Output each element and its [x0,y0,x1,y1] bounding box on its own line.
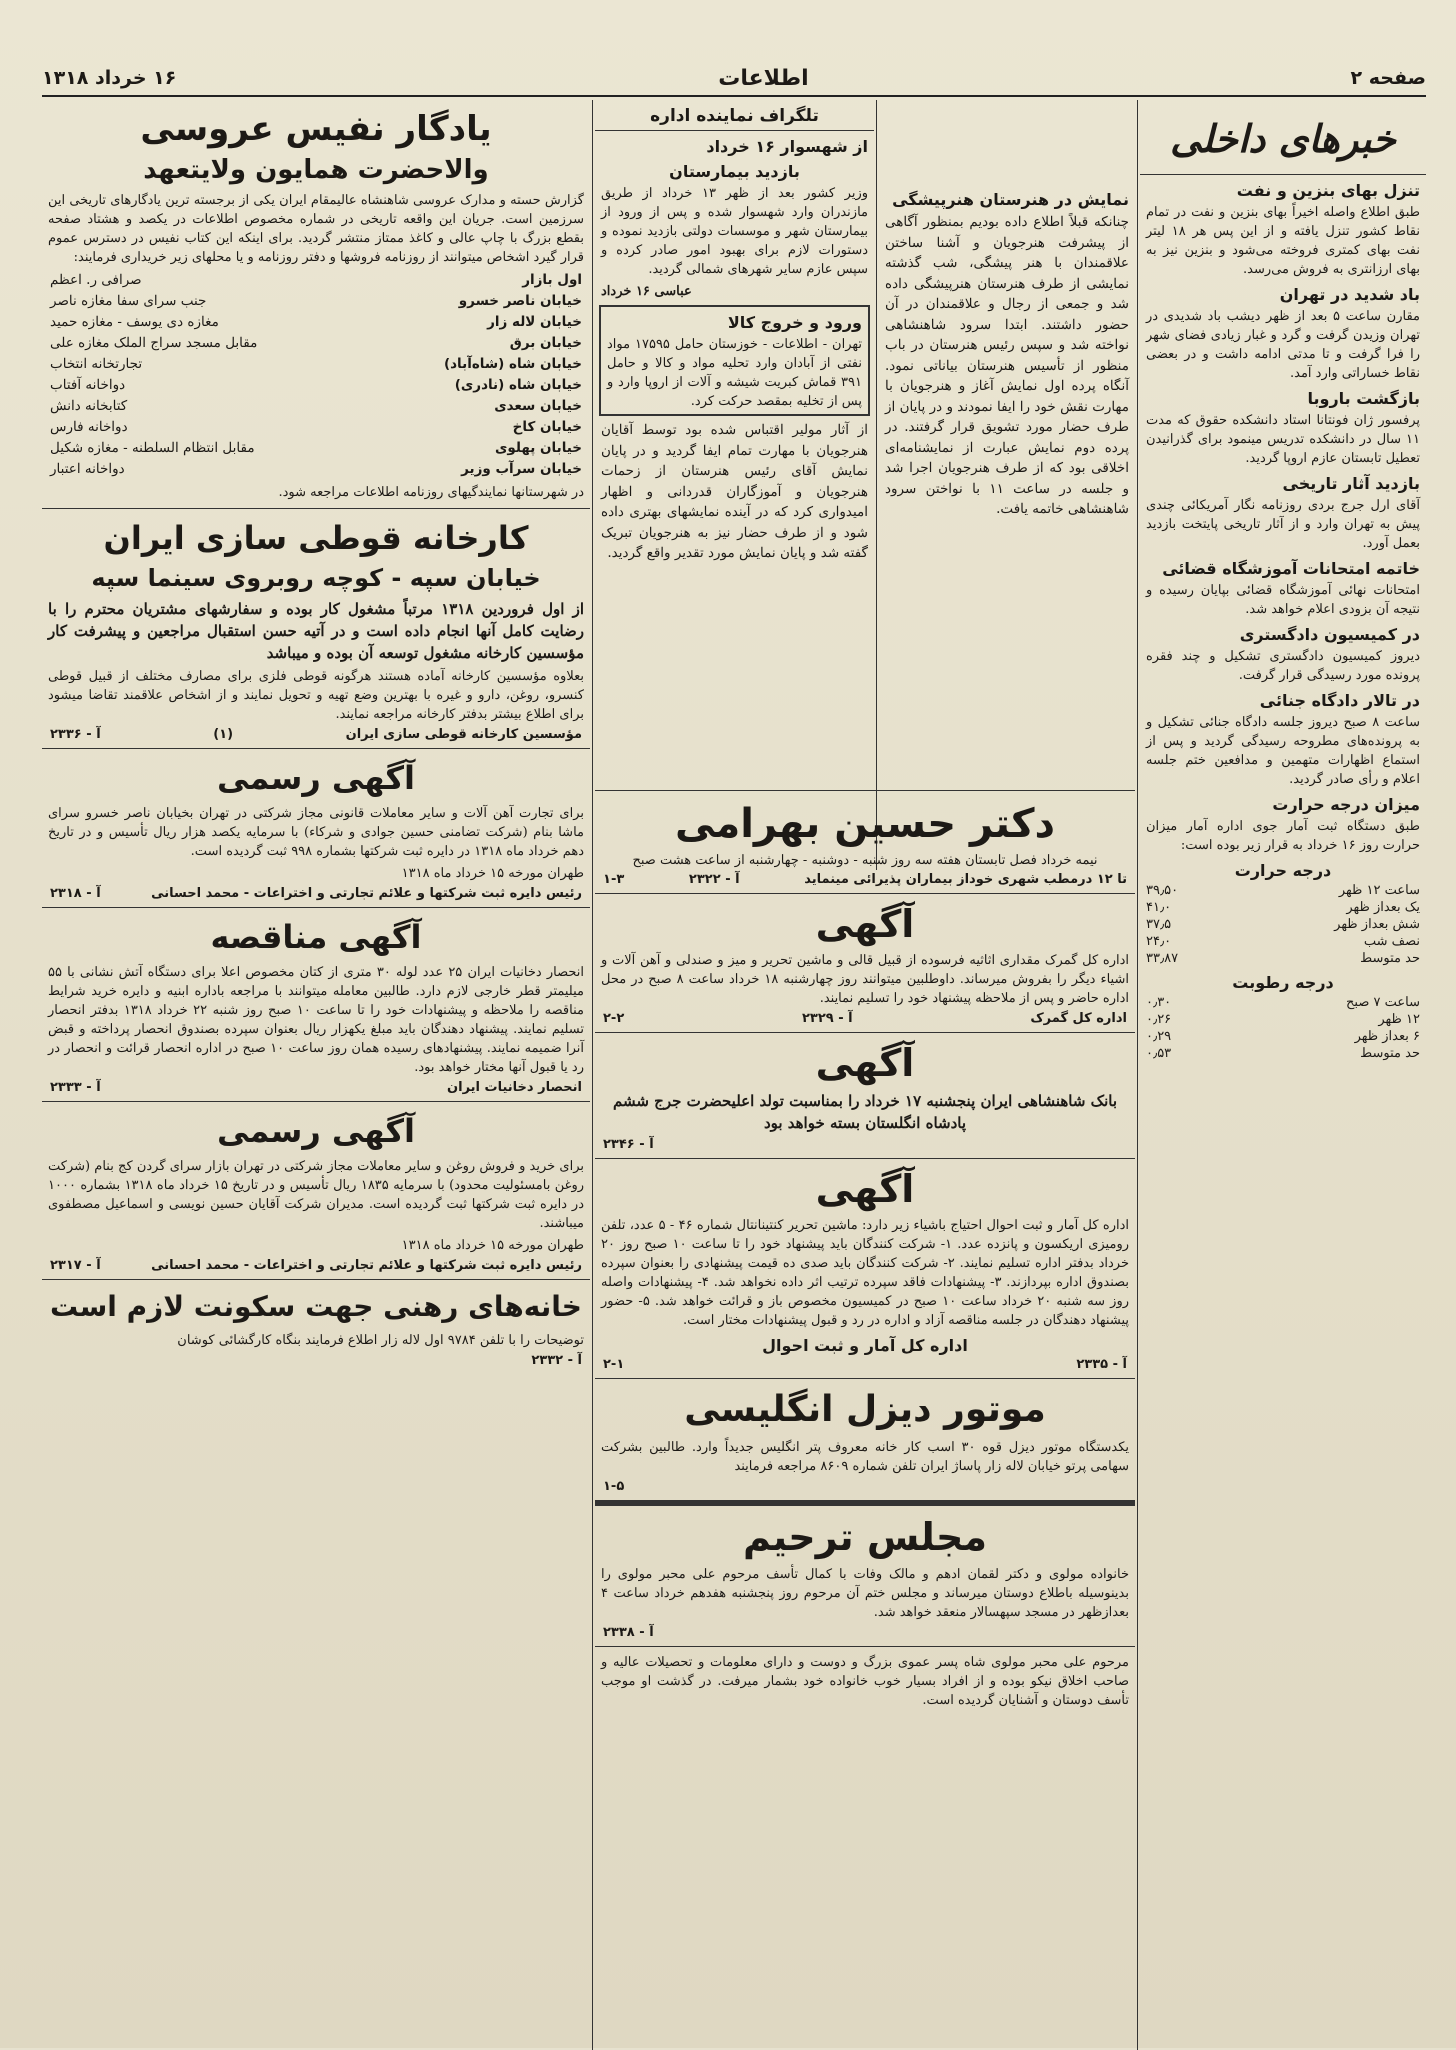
ad-title: کارخانه قوطی سازی ایران [103,519,529,557]
news-title: خاتمه امتحانات آموزشگاه قضائی [1162,559,1420,578]
bank-ad [595,1039,1135,1152]
goods-body: تهران - اطلاعات - خوزستان حامل ۱۷۵۹۵ مواد نفتی از آبادان وارد تحلیه مواد و کالا و حامل ۳۹۱ قماش کبریت شیشه و آلات از اروپا وارد و پس از تخلیه بمقصد حرکت کرد. [607,337,862,409]
ad-sign: مؤسسین کارخانه قوطی سازی ایران [345,727,582,742]
wedding-book-ad [42,106,590,502]
ad-subtitle: خیابان سپه - کوچه روبروی سینما سپه [91,564,541,592]
page-number: صفحه ۲ [1350,67,1426,89]
news-body: مقارن ساعت ۵ بعد از ظهر دیشب باد شدیدی در تهران وزیدن گرفت و گرد و غبار زیادی فضای شهر را فرا گرفت و تا مدتی ادامه داشت و در بعضی نقاط خساراتی وارد آمد. [1146,309,1420,381]
doctor-ad [595,797,1135,887]
newspaper-name: اطلاعات [718,65,809,91]
doctor-footer [603,872,1127,887]
ad-title: آگهی رسمی [217,1112,415,1150]
ad-lead: از اول فروردین ۱۳۱۸ مرتباً مشغول کار بوده و سفارشهای مشتریان محترم را با رضایت کامل آنها انجام داده است و در آتیه حسن استقبال مراجعین و پیشرفت کار مؤسسین کارخانه مشغول توسعه آن بوده و میباشد [48,600,584,662]
ad-footer [50,727,582,742]
table-row: حد متوسط ۳۳٫۸۷ [1146,951,1420,966]
ad-sign: اداره کل گمرک [1030,1011,1127,1026]
ad-title: آگهی رسمی [217,759,415,797]
news-body: طبق اطلاع واصله اخیراً بهای بنزین و نفت در تمام نقاط کشور تنزل یافته و از این پس هر ۱۸ لیتر نفت بهای کمتری فروخته می‌شود و بنزین نیز به بهای ارزانتری به فروش می‌رسد. [1146,205,1420,277]
news-title: در کمیسیون دادگستری [1239,625,1420,644]
theatre-column [879,100,1135,790]
divider [42,907,590,908]
list-item: خیابان شاه (نادری) دواخانه آفتاب [50,377,582,393]
divider [42,1101,590,1102]
divider [42,508,590,509]
temperature-table [1140,882,1426,967]
divider [42,748,590,749]
domestic-news-column [1140,100,1426,2050]
news-item [1140,795,1426,855]
ad-code: آ - ۲۳۲۲ [688,872,740,887]
ad-title: آگهی [815,1041,915,1085]
humidity-table [1140,994,1426,1062]
ad-body: بانک شاهنشاهی ایران پنجشنبه ۱۷ خرداد را بمناسبت تولد اعلیحضرت جرج ششم پادشاه انگلستان بسته خواهد بود [612,1092,1117,1132]
list-item: اول بازار صرافی ر. اعظم [50,272,582,288]
news-item [1140,285,1426,383]
housing-ad [42,1286,590,1368]
address-list [42,270,590,480]
table-row: ۱۲ ظهر ۰٫۲۶ [1146,1012,1420,1027]
ad-title: آگهی مناقصه [210,918,422,956]
list-item: خیابان شاه (شاه‌آباد) تجارتخانه انتخاب [50,356,582,372]
news-item [1140,559,1426,619]
ads-middle-column [595,790,1135,2050]
article-body: چنانکه قبلاً اطلاع داده بودیم بمنظور آگاهی از پیشرفت هنرجویان و آشنا ساختن علاقمندان با هنر پیشگی، شب گذشته نمایشی از طرف هنرستان هنرپیشگی داده شد و جمعی از رجال و علاقمندان در آن حضور داشتند. ابتدا سرود شاهنشاهی نواخته شد و سپس رئیس هنرستان در باب منظور از تأسیس هنرستان بیاناتی نمود. آنگاه پرده اول نمایش آغاز و هنرجویان با مهارت نقش خود را ایفا نمودند و در پایان از طرف حضار مورد تشویق قرار گرفتند. در پرده دوم نمایش عبارت از نمایشنامه‌ای اخلاقی بود که از طرف هنرجویان اجرا شد و جلسه در ساعت ۱۱ با نواختن سرود شاهنشاهی خاتمه یافت. [885,214,1129,517]
ad-body: برای خرید و فروش روغن و سایر معاملات مجاز شرکتی در تهران بازار سرای گردن کج بنام (شرکت روغن بامسئولیت محدود) با سرمایه ۱۸۳۵ ریال تأسیس و در تاریخ ۱۵ خرداد ماه ۱۳۱۸ بشماره ۱۰۰۰ در دایره ثبت شرکتها ثبت گردیده است. مدیران شرکت آقایان حسین نویسی و اسماعیل مصطفوی میباشند. [48,1159,585,1231]
news-item [1140,691,1426,789]
column-separator [1137,100,1138,2050]
news-body: ساعت ۸ صبح دیروز جلسه دادگاه جنائی تشکیل و به پرونده‌های مطروحه رسیدگی گردید و پس از استماع اظهارات متهمین و مدافعین ختم جلسه اعلام و رأی صادر گردید. [1146,715,1420,787]
ad-footer [603,1479,1127,1494]
telegram-body: وزیر کشور بعد از ظهر ۱۳ خرداد از طریق مازندران وارد شهسوار شده و پس از ورود از بیمارستان شهر و موسسات دولتی بازدید نموده و دستورات لازم برای بهبود امور صادر کرده و سپس عازم سایر شهرهای شمالی گردید. [601,186,868,277]
table-row: یک بعداز ظهر ۴۱٫۰ [1146,900,1420,915]
ad-number: ۲-۲ [603,1011,625,1026]
ad-number: ۱-۵ [603,1479,625,1494]
ad-body-continued: مرحوم علی محبر مولوی شاه پسر عموی بزرگ و دوست و دارای معلومات و تحصیلات عالیه و صاحب اخلاق نیکو بوده و از افراد بسیار خوب خانواده خود بشمار میرفت. در گذشت او موجب تأسف دوستان و آشنایان گردیده است. [601,1655,1129,1708]
ad-number: ۱-۳ [603,872,625,887]
table-row: ساعت ۷ صبح ۰٫۳۰ [1146,995,1420,1010]
news-body: امتحانات نهائی آموزشگاه قضائی بپایان رسیده و نتیجه آن بزودی اعلام خواهد شد. [1146,583,1420,617]
ad-footer [50,1258,582,1273]
ad-title: آگهی [815,1167,915,1211]
news-title: بازگشت باروبا [1307,389,1420,408]
ad-number: ۲-۱ [603,1357,625,1372]
ad-code: آ - ۲۳۱۸ [50,886,101,901]
news-title: در تالار دادگاه جنائی [1259,691,1420,710]
statistics-ad [595,1165,1135,1372]
list-item: خیابان برق مقابل مسجد سراج الملک مغازه علی [50,335,582,351]
ad-code: آ - ۲۳۳۶ [50,727,101,742]
temperature-title: درجه حرارت [1234,861,1332,880]
ad-body: توضیحات را با تلفن ۹۷۸۴ اول لاله زار اطلاع فرمایند بنگاه کارگشائی کوشان [177,1333,584,1348]
ad-body: گزارش حسته و مدارک عروسی شاهنشاه عالیمقام ایران یکی از برجسته ترین یادگارهای تاریخی این سرزمین است. جریان این واقعه تاریخی در شماره مخصوص اطلاعات در یکصد و هشتاد صفحه بقطع بزرگ با چاپ عالی و کاغذ ممتاز منتشر گردید. برای اینکه این کتاب نفیس در دسترس عموم قرار گیرد اشخاص میتوانند از روزنامه فروشها و دفتر روزنامه و یا محلهای زیر خریداری فرمایند: [48,193,584,265]
diesel-ad [595,1385,1135,1494]
humidity-title: درجه رطوبت [1232,973,1334,992]
news-body: آقای ارل جرج بردی روزنامه نگار آمریکائی چندی پیش به تهران وارد و از آثار تاریخی پایتخت بازدید بعمل آورد. [1146,498,1420,551]
news-item [1140,389,1426,468]
ad-date: طهران مورخه ۱۵ خرداد ماه ۱۳۱۸ [401,866,584,881]
ad-body: برای تجارت آهن آلات و سایر معاملات قانونی مجاز شرکتی در تهران بخیابان ناصر خسرو سرای ماشا بنام (شرکت تضامنی حسین جوادی و شرکاء) با سرمایه یکصد هزار ریال تأسیس و در تاریخ دهم خرداد ماه ۱۳۱۸ در دایره ثبت شرکتها بشماره ۹۹۸ ثبت گردیده است. [48,806,584,859]
masthead [42,66,1426,90]
ad-title: موتور دیزل انگلیسی [684,1389,1046,1430]
tender-notice [42,914,590,1095]
can-factory-ad [42,515,590,742]
section-title: خبرهای داخلی [1170,117,1396,161]
list-item: خیابان لاله زار مغازه دی یوسف - مغازه حمید [50,314,582,330]
column-separator [592,100,593,2050]
ad-code: آ - ۲۳۳۳ [50,1080,101,1095]
ad-title: خانه‌های رهنی جهت سکونت لازم است [50,1290,582,1323]
table-row: شش بعداز ظهر ۳۷٫۵ [1146,917,1420,932]
table-row: ساعت ۱۲ ظهر ۳۹٫۵۰ [1146,883,1420,898]
article-title: نمایش در هنرستان هنرپیشگی [892,190,1129,209]
ad-number: (۱) [213,727,234,742]
news-title: تنزل بهای بنزین و نفت [1236,181,1420,200]
doctor-name: دکتر حسین بهرامی [675,801,1055,847]
divider [595,1032,1135,1033]
telegram-subtitle: بازدید بیمارستان [669,162,800,181]
ad-footer [603,1625,1127,1640]
ad-title: آگهی [815,902,915,946]
ad-code: آ - ۲۳۱۷ [50,1258,101,1273]
ad-sign: انحصار دخانیات ایران [447,1080,582,1095]
list-item: خیابان سرآب وزیر دواخانه اعتبار [50,461,582,477]
dateline: از شهسوار ۱۶ خرداد [706,137,868,156]
ad-note: در شهرستانها نمایندگیهای روزنامه اطلاعات مراجعه شود. [278,485,584,500]
ad-code: آ - ۲۳۳۲ [531,1353,582,1368]
ad-code: آ - ۲۳۳۸ [603,1625,654,1640]
divider [1140,174,1426,175]
memorial-ad [595,1512,1135,1710]
ad-body: بعلاوه مؤسسین کارخانه آماده هستند هرگونه قوطی فلزی برای مصارف مختلف از قبیل قوطی کنسرو، روغن، دارو و غیره با بهترین وضع تهیه و تحویل نمایند و از اشخاص علاقمند تقاضا میشود برای اطلاع بیشتر بدفتر کارخانه مراجعه نمایند. [48,669,584,722]
ad-body: اداره کل آمار و ثبت احوال احتیاج باشیاء زیر دارد: ماشین تحریر کنتینانتال شماره ۴۶ - ۵ عدد، تلفن رومیزی اریکسون و پانزده عدد. ۱- شرکت کنندگان باید پیشنهاد خود را تا ساعت ۱۰ صبح روز ۲۰ خرداد بدفتر اداره تسلیم نمایند. ۲- شرکت کنندگان باید صدی ده قیمت پیشنهادی را بعنوان سپرده بصندوق اداره بپردازند. ۳- پیشنهادات فاقد سپرده ترتیب اثر داده نخواهد شد. ۴- پیشنهادات واصله روز سه شنبه ۲۰ خرداد ساعت ۱۰ صبح در کمیسیون مخصوص باز و قرائت خواهد شد. ۵- حضور پیشنهاد دهندگان در جلسه مناقصه آزاد و اداره در رد و قبول پیشنهادات مختار است. [601,1218,1130,1328]
ad-sign: اداره کل آمار و ثبت احوال [762,1336,968,1355]
ad-sign: رئیس دایره ثبت شرکتها و علائم تجارتی و اختراعات - محمد احسانی [151,1258,582,1273]
news-title: باد شدید در تهران [1279,285,1420,304]
top-rule [42,95,1426,97]
divider [595,1646,1135,1647]
ad-sign: رئیس دایره ثبت شرکتها و علائم تجارتی و اختراعات - محمد احسانی [151,886,582,901]
telegram-column [595,100,874,790]
divider [42,1279,590,1280]
official-notice-1 [42,755,590,901]
telegram-sign: عباسی ۱۶ خرداد [601,284,692,299]
telegram-header: تلگراف نماینده اداره [650,106,819,126]
goods-box [599,305,870,416]
divider [595,790,1135,791]
doctor-hours: نیمه خرداد فصل تابستان هفته سه روز شنبه - دوشنبه - چهارشنبه از ساعت هشت صبح [632,853,1098,868]
ad-title: مجلس ترحیم [743,1515,987,1559]
ad-subtitle: والاحضرت همایون ولایتعهد [143,155,489,185]
table-row: حد متوسط ۰٫۵۳ [1146,1046,1420,1061]
news-title: بازدید آثار تاریخی [1282,474,1420,493]
ad-footer [603,1011,1127,1026]
ad-footer [603,1357,1127,1372]
column-separator [876,100,877,870]
table-row: ۶ بعداز ظهر ۰٫۲۹ [1146,1029,1420,1044]
news-item [1140,181,1426,279]
news-item [1140,474,1426,553]
divider [595,893,1135,894]
ad-date: طهران مورخه ۱۵ خرداد ماه ۱۳۱۸ [401,1238,584,1253]
news-item [1140,625,1426,685]
ad-code: آ - ۲۳۴۶ [603,1137,654,1152]
ad-body: انحصار دخانیات ایران ۲۵ عدد لوله ۳۰ متری از کتان مخصوص اعلا برای دستگاه آتش نشانی با ۵۵ میلیمتر قطر خارجی لازم دارد. طالبین معامله میتوانند با مراجعه باداره ابنیه و دایره خرید شرایط مناقصه را ملاحظه و پیشنهادات خود را تا ساعت ۱۰ صبح روز شنبه ۲۲ خرداد ۱۳۱۸ بدفتر انحصار تسلیم نمایند. پیشنهاد دهندگان باید مبلغ یکهزار ریال بعنوان سپرده بصندوق انحصار پرداخته و قبض آنرا ضمیمه نمایند. پیشنهادهای رسیده همان روز ساعت ۱۰ صبح در اداره انحصار قرائت و انحصار در رد یا قبول آنها مختار خواهد بود. [48,965,584,1075]
ad-footer [50,886,582,901]
ad-footer [50,1080,582,1095]
goods-title: ورود و خروج کالا [727,313,862,332]
official-notice-2 [42,1108,590,1273]
ad-code: آ - ۲۳۲۹ [801,1011,853,1026]
ad-footer [603,1137,1127,1152]
ad-title: یادگار نفیس عروسی [140,109,492,149]
doctor-hours-2: تا ۱۲ درمطب شهری خوداز بیماران پذیرائی مینماید [804,872,1127,887]
news-body: پرفسور ژان فونتانا استاد دانشکده حقوق که مدت ۱۱ سال در دانشکده تدریس مینمود برای گذرانیدن تعطیل تابستان عازم اروپا گردید. [1146,413,1420,466]
list-item: خیابان کاخ دواخانه فارس [50,419,582,435]
ad-body: یکدستگاه موتور دیزل قوه ۳۰ اسب کار خانه معروف پتر انگلیس جدیداً وارد. طالبین بشرکت سهامی پرتو خیابان لاله زار پاساژ ایران تلفن شماره ۸۶۰۹ مراجعه فرمایند [601,1440,1129,1474]
news-body: دیروز کمیسیون دادگستری تشکیل و چند فقره پرونده مورد رسیدگی قرار گرفت. [1146,649,1420,683]
table-row: نصف شب ۲۴٫۰ [1146,934,1420,949]
list-item: خیابان سعدی کتابخانه دانش [50,398,582,414]
divider [595,1378,1135,1379]
news-body: طبق دستگاه ثبت آمار جوی اداره آمار میزان حرارت روز ۱۶ خرداد به قرار زیر بوده است: [1146,819,1420,853]
ad-footer [50,1353,582,1368]
divider [595,1158,1135,1159]
ad-body: خانواده مولوی و دکتر لقمان ادهم و مالک وفات با کمال تأسف مرحوم علی محبر مولوی را بدینوسیله باطلاع دوستان میرساند و مجلس ختم آن مرحوم روز پنجشنبه هفدهم خرداد ساعت ۴ بعدازظهر در مسجد سپهسالار منعقد خواهد شد. [601,1567,1129,1620]
customs-ad [595,900,1135,1026]
divider [595,1500,1135,1506]
ads-left-column [42,100,590,2050]
issue-date: ۱۶ خرداد ۱۳۱۸ [42,67,177,89]
list-item: خیابان پهلوی مقابل انتظام السلطنه - مغازه شکیل [50,440,582,456]
news-title: میزان درجه حرارت [1272,795,1420,814]
list-item: خیابان ناصر خسرو جنب سرای سفا مغازه ناصر [50,293,582,309]
telegram-body-continued: از آثار مولیر اقتباس شده بود توسط آقایان هنرجویان با مهارت تمام ایفا گردید و در پایان نمایش آقای رئیس هنرستان از زحمات هنرجویان و آموزگاران قدردانی و اظهار امیدواری کرد که در آینده نمایشهای بهتری داده شود و از طرف حضار نیز به هنرجویان تبریک گفته شد و پایان نمایش مورد تقدیر واقع گردید. [601,422,868,561]
divider [595,130,874,131]
ad-body: اداره کل گمرک مقداری اثاثیه فرسوده از قبیل قالی و ماشین تحریر و میز و صندلی و آهن آلات و اشیاء دیگر را بفروش میرساند. داوطلبین میتوانند روز چهارشنبه ۱۸ خرداد ساعت ۸ صبح در محل اداره حاضر و پس از ملاحظه پیشنهاد خود را تسلیم نمایند. [601,953,1129,1006]
ad-code: آ - ۲۳۳۵ [1076,1357,1127,1372]
